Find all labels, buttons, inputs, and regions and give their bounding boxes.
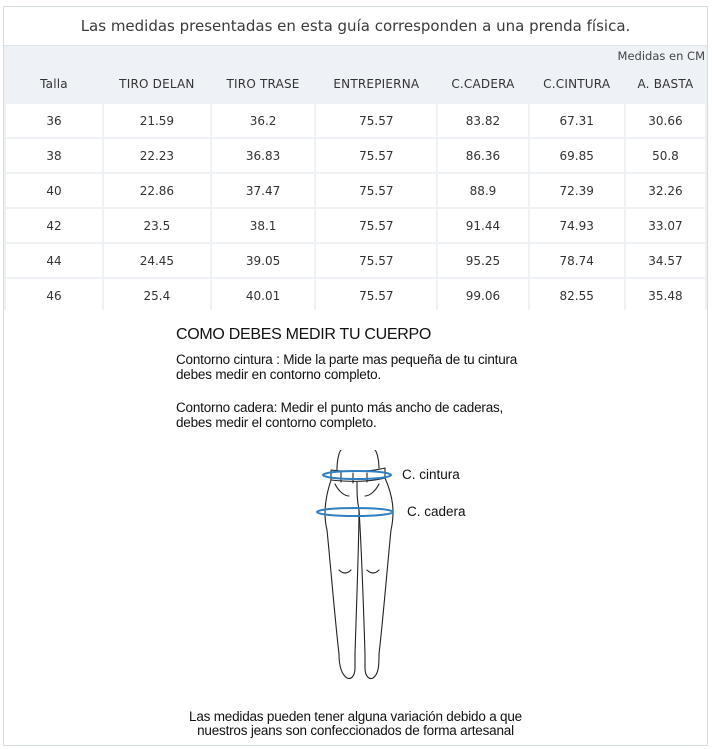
table-cell: 75.57 [316,279,436,312]
table-cell: 99.06 [438,279,527,312]
table-row [6,209,705,242]
table-cell: 82.55 [530,279,624,312]
table-cell: 46 [6,279,102,312]
table-cell: 75.57 [316,209,436,242]
table-cell: 75.57 [316,139,436,172]
table-cell: 36 [6,104,102,137]
header-cadera: C.CADERA [451,77,515,91]
guide-title: COMO DEBES MEDIR TU CUERPO [176,326,432,343]
jeans-figure-illustration [309,450,399,690]
table-cell: 22.23 [104,139,210,172]
header-tiro-trasero: TIRO TRASE [226,77,300,91]
table-cell: 40.01 [212,279,315,312]
header-basta: A. BASTA [637,77,694,91]
table-cell: 72.39 [530,174,624,207]
size-table [4,64,707,314]
table-cell: 50.8 [626,139,705,172]
table-cell: 21.59 [104,104,210,137]
table-cell: 83.82 [438,104,527,137]
table-row [6,279,705,312]
table-cell: 22.86 [104,174,210,207]
footer-line-1: Las medidas pueden tener alguna variación debido a que [189,709,522,724]
units-note: Medidas en CM [617,49,705,63]
table-cell: 33.07 [626,209,705,242]
header-tiro-delantero: TIRO DELAN [119,77,195,91]
table-cell: 78.74 [530,244,624,277]
table-cell: 37.47 [212,174,315,207]
waist-label: C. cintura [402,467,460,482]
table-cell: 23.5 [104,209,210,242]
hip-instruction-line-1: Contorno cadera: Medir el punto más ancho de caderas, [176,400,504,415]
hip-instruction-line-2: debes medir el contorno completo. [176,415,377,430]
table-cell: 44 [6,244,102,277]
table-cell: 25.4 [104,279,210,312]
table-cell: 42 [6,209,102,242]
table-cell: 95.25 [438,244,527,277]
size-guide-banner: Las medidas presentadas en esta guía corresponden a una prenda física. [4,7,707,46]
table-cell: 34.57 [626,244,705,277]
header-talla: Talla [40,77,68,91]
waist-instruction-line-1: Contorno cintura : Mide la parte mas pequeña de tu cintura [176,352,518,367]
footer-note [4,710,707,738]
table-row [6,139,705,172]
table-cell: 36.83 [212,139,315,172]
table-row [6,244,705,277]
table-cell: 86.36 [438,139,527,172]
hip-label: C. cadera [407,504,466,519]
table-cell: 24.45 [104,244,210,277]
table-cell: 36.2 [212,104,315,137]
size-guide-frame [3,6,708,746]
table-row [6,104,705,137]
footer-line-2: nuestros jeans son confeccionados de forma artesanal [197,723,514,738]
table-cell: 30.66 [626,104,705,137]
table-cell: 38 [6,139,102,172]
header-entrepierna: ENTREPIERNA [333,77,420,91]
table-cell: 40 [6,174,102,207]
table-cell: 67.31 [530,104,624,137]
size-table-section [4,46,707,314]
table-cell: 75.57 [316,174,436,207]
table-cell: 75.57 [316,104,436,137]
table-header-row [6,66,705,102]
table-cell: 88.9 [438,174,527,207]
header-cintura: C.CINTURA [543,77,611,91]
measuring-guide [4,310,707,745]
table-cell: 32.26 [626,174,705,207]
table-cell: 69.85 [530,139,624,172]
table-cell: 91.44 [438,209,527,242]
table-row [6,174,705,207]
table-cell: 35.48 [626,279,705,312]
waist-instruction-line-2: debes medir en contorno completo. [176,367,382,382]
table-cell: 38.1 [212,209,315,242]
table-cell: 74.93 [530,209,624,242]
table-cell: 75.57 [316,244,436,277]
table-cell: 39.05 [212,244,315,277]
